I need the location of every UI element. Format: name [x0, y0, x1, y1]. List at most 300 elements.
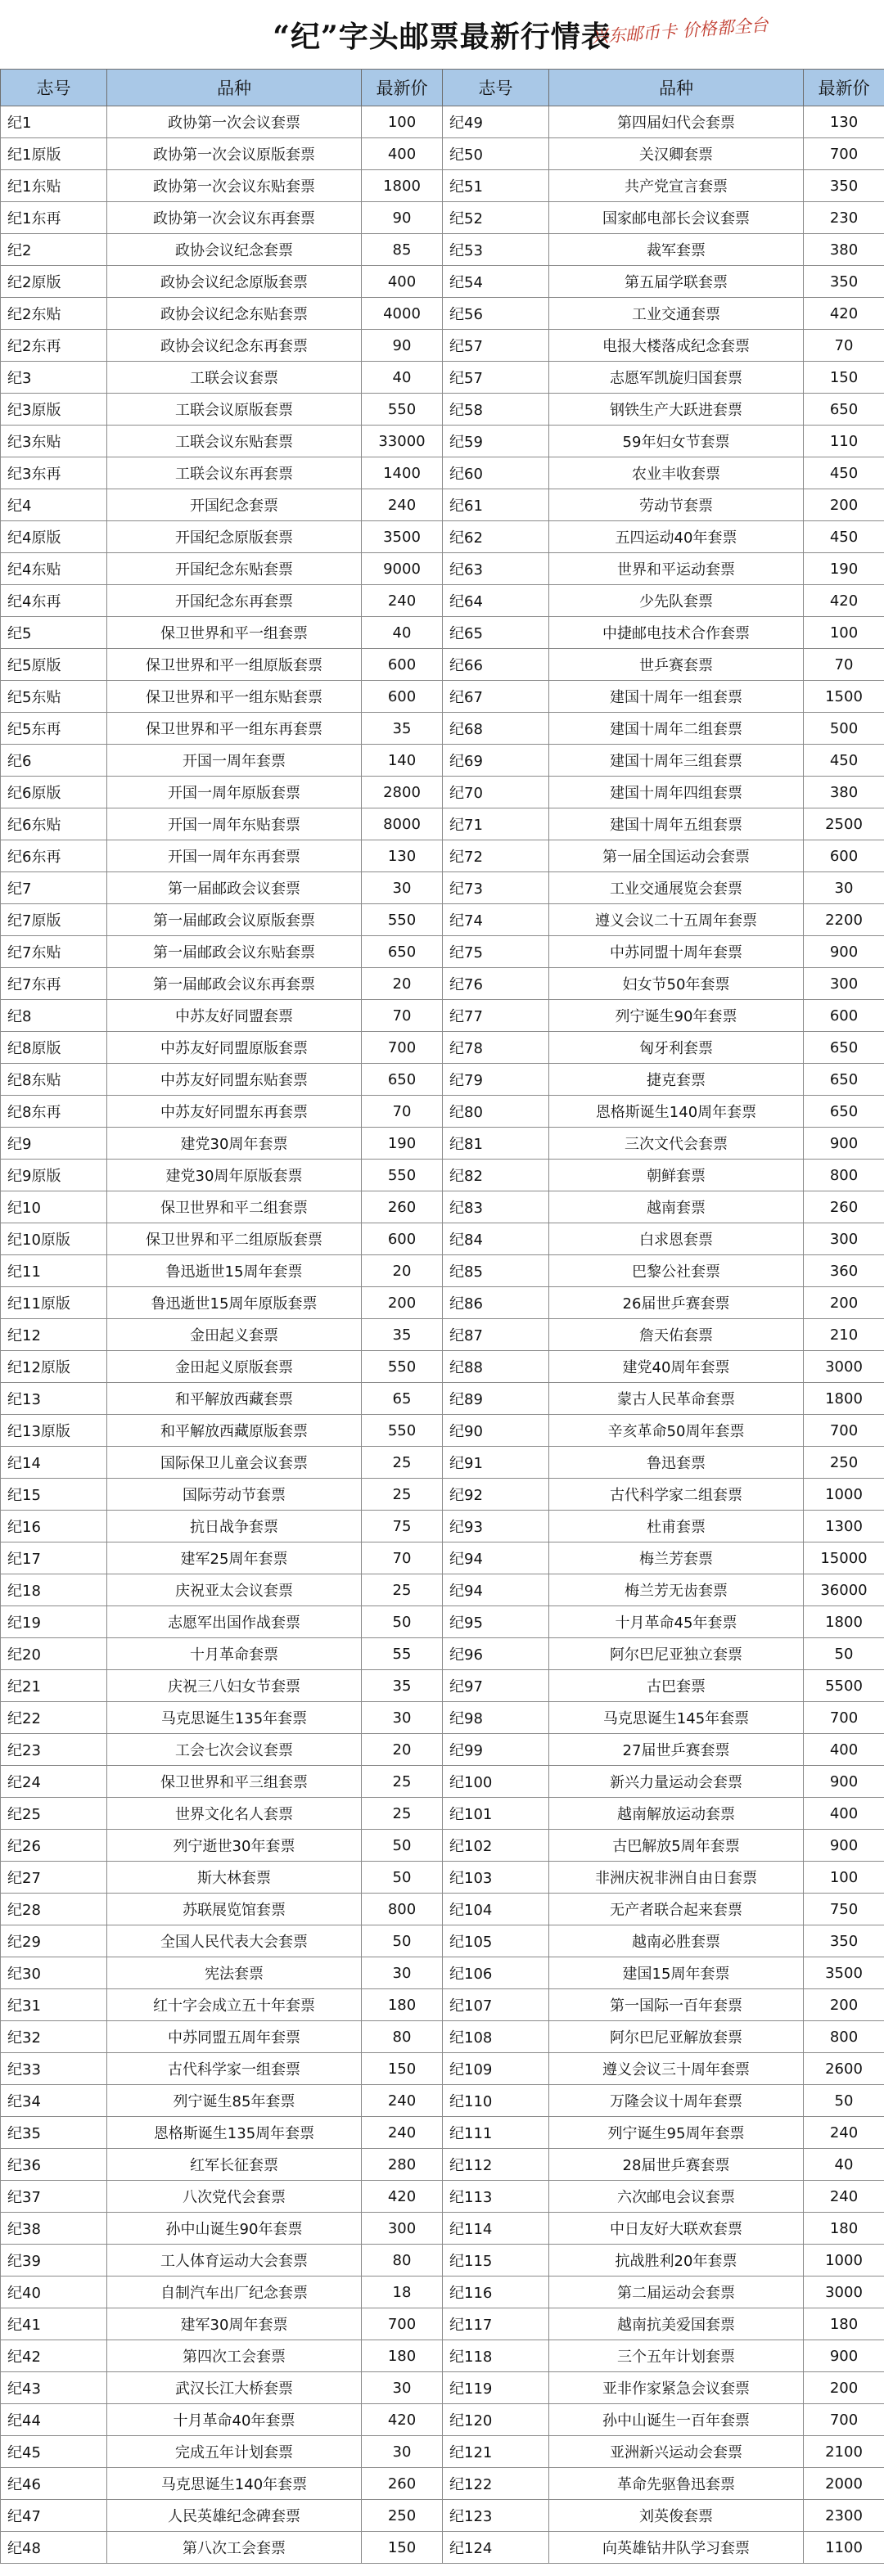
name-cell: 金田起义原版套票	[107, 1351, 362, 1383]
code-cell: 纪14	[1, 1447, 107, 1479]
name-cell: 列宁诞生90年套票	[549, 1000, 804, 1032]
name-cell: 中苏友好同盟东贴套票	[107, 1064, 362, 1096]
name-cell: 建党30周年原版套票	[107, 1160, 362, 1191]
code-cell: 纪110	[443, 2085, 549, 2117]
price-cell: 280	[362, 2149, 443, 2181]
table-row	[1, 1191, 884, 1223]
price-cell: 360	[804, 1255, 884, 1287]
code-cell: 纪1	[1, 106, 107, 138]
name-cell: 裁军套票	[549, 234, 804, 266]
table-row	[1, 1798, 884, 1830]
page-title: “纪”字头邮票最新行情表	[273, 19, 611, 54]
code-cell: 纪6东再	[1, 840, 107, 872]
price-cell: 1800	[804, 1383, 884, 1415]
price-cell: 80	[362, 2245, 443, 2277]
code-cell: 纪99	[443, 1734, 549, 1766]
name-cell: 建党40周年套票	[549, 1351, 804, 1383]
code-cell: 纪10	[1, 1191, 107, 1223]
name-cell: 庆祝三八妇女节套票	[107, 1670, 362, 1702]
price-cell: 20	[362, 968, 443, 1000]
code-cell: 纪85	[443, 1255, 549, 1287]
price-cell: 25	[362, 1479, 443, 1511]
code-cell: 纪70	[443, 777, 549, 808]
name-cell: 建国十周年一组套票	[549, 681, 804, 713]
code-cell: 纪68	[443, 713, 549, 745]
price-cell: 36000	[804, 1574, 884, 1606]
price-cell: 3000	[804, 2277, 884, 2308]
price-cell: 650	[362, 1064, 443, 1096]
name-cell: 钢铁生产大跃进套票	[549, 394, 804, 426]
code-cell: 纪1东贴	[1, 170, 107, 202]
table-row	[1, 1032, 884, 1064]
name-cell: 红十字会成立五十年套票	[107, 1989, 362, 2021]
price-cell: 400	[362, 266, 443, 298]
name-cell: 第一届邮政会议套票	[107, 872, 362, 904]
code-cell: 纪49	[443, 106, 549, 138]
signature-stamp: 兴东邮币卡 价格都全台	[590, 15, 769, 47]
name-cell: 马克思诞生140年套票	[107, 2468, 362, 2500]
price-cell: 35	[362, 713, 443, 745]
name-cell: 中苏友好同盟东再套票	[107, 1096, 362, 1128]
price-cell: 70	[804, 649, 884, 681]
column-header-code: 志号	[1, 70, 107, 106]
code-cell: 纪107	[443, 1989, 549, 2021]
name-cell: 农业丰收套票	[549, 457, 804, 489]
price-cell: 600	[362, 1223, 443, 1255]
price-cell: 800	[362, 1894, 443, 1925]
code-cell: 纪11	[1, 1255, 107, 1287]
name-cell: 志愿军出国作战套票	[107, 1606, 362, 1638]
code-cell: 纪53	[443, 234, 549, 266]
table-row	[1, 1287, 884, 1319]
name-cell: 苏联展览馆套票	[107, 1894, 362, 1925]
table-row	[1, 1830, 884, 1862]
name-cell: 列宁逝世30年套票	[107, 1830, 362, 1862]
code-cell: 纪41	[1, 2308, 107, 2340]
price-cell: 900	[804, 2340, 884, 2372]
table-row	[1, 2500, 884, 2532]
price-cell: 240	[362, 2117, 443, 2149]
name-cell: 开国纪念东贴套票	[107, 553, 362, 585]
code-cell: 纪118	[443, 2340, 549, 2372]
price-cell: 450	[804, 457, 884, 489]
price-cell: 240	[362, 2085, 443, 2117]
title-bar	[0, 0, 884, 69]
price-cell: 2500	[804, 808, 884, 840]
table-row	[1, 936, 884, 968]
name-cell: 开国纪念东再套票	[107, 585, 362, 617]
price-cell: 900	[804, 1830, 884, 1862]
name-cell: 中苏友好同盟套票	[107, 1000, 362, 1032]
code-cell: 纪13	[1, 1383, 107, 1415]
price-cell: 350	[804, 170, 884, 202]
code-cell: 纪75	[443, 936, 549, 968]
name-cell: 工联会议原版套票	[107, 394, 362, 426]
price-cell: 130	[804, 106, 884, 138]
price-cell: 30	[804, 872, 884, 904]
price-cell: 40	[362, 617, 443, 649]
name-cell: 国际保卫儿童会议套票	[107, 1447, 362, 1479]
name-cell: 建国十周年三组套票	[549, 745, 804, 777]
name-cell: 红军长征套票	[107, 2149, 362, 2181]
table-row	[1, 553, 884, 585]
name-cell: 鲁迅逝世15周年套票	[107, 1255, 362, 1287]
code-cell: 纪123	[443, 2500, 549, 2532]
code-cell: 纪91	[443, 1447, 549, 1479]
price-cell: 450	[804, 745, 884, 777]
price-cell: 2600	[804, 2053, 884, 2085]
name-cell: 开国一周年原版套票	[107, 777, 362, 808]
code-cell: 纪121	[443, 2436, 549, 2468]
table-row	[1, 1894, 884, 1925]
code-cell: 纪29	[1, 1925, 107, 1957]
name-cell: 六次邮电会议套票	[549, 2181, 804, 2213]
code-cell: 纪109	[443, 2053, 549, 2085]
code-cell: 纪21	[1, 1670, 107, 1702]
name-cell: 匈牙利套票	[549, 1032, 804, 1064]
price-cell: 190	[804, 553, 884, 585]
price-cell: 240	[362, 489, 443, 521]
code-cell: 纪66	[443, 649, 549, 681]
table-row	[1, 1319, 884, 1351]
price-cell: 190	[362, 1128, 443, 1160]
name-cell: 中苏同盟十周年套票	[549, 936, 804, 968]
name-cell: 刘英俊套票	[549, 2500, 804, 2532]
name-cell: 捷克套票	[549, 1064, 804, 1096]
name-cell: 亚洲新兴运动会套票	[549, 2436, 804, 2468]
name-cell: 古代科学家二组套票	[549, 1479, 804, 1511]
table-row	[1, 394, 884, 426]
code-cell: 纪35	[1, 2117, 107, 2149]
table-row	[1, 1128, 884, 1160]
price-cell: 700	[804, 138, 884, 170]
code-cell: 纪6原版	[1, 777, 107, 808]
table-row	[1, 968, 884, 1000]
name-cell: 马克思诞生145年套票	[549, 1702, 804, 1734]
price-cell: 1000	[804, 1479, 884, 1511]
table-row	[1, 1989, 884, 2021]
table-row	[1, 2053, 884, 2085]
name-cell: 万隆会议十周年套票	[549, 2085, 804, 2117]
code-cell: 纪82	[443, 1160, 549, 1191]
table-row	[1, 521, 884, 553]
name-cell: 第一届邮政会议原版套票	[107, 904, 362, 936]
name-cell: 劳动节套票	[549, 489, 804, 521]
table-row	[1, 1702, 884, 1734]
price-cell: 700	[804, 1415, 884, 1447]
code-cell: 纪6东贴	[1, 808, 107, 840]
price-cell: 15000	[804, 1542, 884, 1574]
price-cell: 100	[804, 1862, 884, 1894]
name-cell: 阿尔巴尼亚解放套票	[549, 2021, 804, 2053]
table-row	[1, 1670, 884, 1702]
name-cell: 中苏友好同盟原版套票	[107, 1032, 362, 1064]
price-cell: 550	[362, 1160, 443, 1191]
table-row	[1, 170, 884, 202]
code-cell: 纪105	[443, 1925, 549, 1957]
code-cell: 纪112	[443, 2149, 549, 2181]
price-cell: 25	[362, 1447, 443, 1479]
code-cell: 纪122	[443, 2468, 549, 2500]
code-cell: 纪78	[443, 1032, 549, 1064]
price-cell: 1300	[804, 1511, 884, 1542]
name-cell: 越南抗美爱国套票	[549, 2308, 804, 2340]
code-cell: 纪27	[1, 1862, 107, 1894]
code-cell: 纪89	[443, 1383, 549, 1415]
name-cell: 保卫世界和平一组东贴套票	[107, 681, 362, 713]
price-cell: 180	[362, 2340, 443, 2372]
name-cell: 巴黎公社套票	[549, 1255, 804, 1287]
code-cell: 纪33	[1, 2053, 107, 2085]
name-cell: 政协会议纪念东贴套票	[107, 298, 362, 330]
price-cell: 260	[362, 2468, 443, 2500]
price-cell: 350	[804, 1925, 884, 1957]
code-cell: 纪17	[1, 1542, 107, 1574]
code-cell: 纪106	[443, 1957, 549, 1989]
table-row	[1, 745, 884, 777]
price-cell: 100	[804, 617, 884, 649]
name-cell: 完成五年计划套票	[107, 2436, 362, 2468]
code-cell: 纪4东贴	[1, 553, 107, 585]
code-cell: 纪12原版	[1, 1351, 107, 1383]
name-cell: 工业交通套票	[549, 298, 804, 330]
code-cell: 纪62	[443, 521, 549, 553]
code-cell: 纪60	[443, 457, 549, 489]
code-cell: 纪5东再	[1, 713, 107, 745]
name-cell: 世界文化名人套票	[107, 1798, 362, 1830]
price-cell: 700	[804, 1702, 884, 1734]
code-cell: 纪52	[443, 202, 549, 234]
name-cell: 梅兰芳无齿套票	[549, 1574, 804, 1606]
name-cell: 十月革命45年套票	[549, 1606, 804, 1638]
price-cell: 1400	[362, 457, 443, 489]
price-cell: 25	[362, 1574, 443, 1606]
name-cell: 越南套票	[549, 1191, 804, 1223]
code-cell: 纪7东贴	[1, 936, 107, 968]
price-cell: 110	[804, 426, 884, 457]
code-cell: 纪113	[443, 2181, 549, 2213]
table-row	[1, 1511, 884, 1542]
price-cell: 210	[804, 1319, 884, 1351]
code-cell: 纪117	[443, 2308, 549, 2340]
name-cell: 斯大林套票	[107, 1862, 362, 1894]
code-cell: 纪83	[443, 1191, 549, 1223]
name-cell: 工联会议套票	[107, 362, 362, 394]
code-cell: 纪95	[443, 1606, 549, 1638]
code-cell: 纪77	[443, 1000, 549, 1032]
price-cell: 600	[362, 681, 443, 713]
table-row	[1, 2372, 884, 2404]
price-cell: 20	[362, 1734, 443, 1766]
name-cell: 28届世乒赛套票	[549, 2149, 804, 2181]
name-cell: 朝鲜套票	[549, 1160, 804, 1191]
price-cell: 900	[804, 1128, 884, 1160]
price-cell: 35	[362, 1319, 443, 1351]
price-cell: 25	[362, 1766, 443, 1798]
name-cell: 孙中山诞生90年套票	[107, 2213, 362, 2245]
column-header-name: 品种	[107, 70, 362, 106]
code-cell: 纪2原版	[1, 266, 107, 298]
code-cell: 纪86	[443, 1287, 549, 1319]
code-cell: 纪37	[1, 2181, 107, 2213]
name-cell: 列宁诞生85年套票	[107, 2085, 362, 2117]
code-cell: 纪96	[443, 1638, 549, 1670]
code-cell: 纪114	[443, 2213, 549, 2245]
price-cell: 750	[804, 1894, 884, 1925]
code-cell: 纪116	[443, 2277, 549, 2308]
price-cell: 2200	[804, 904, 884, 936]
table-row	[1, 489, 884, 521]
table-row	[1, 2468, 884, 2500]
name-cell: 梅兰芳套票	[549, 1542, 804, 1574]
name-cell: 第一届邮政会议东贴套票	[107, 936, 362, 968]
code-cell: 纪45	[1, 2436, 107, 2468]
name-cell: 抗战胜利20年套票	[549, 2245, 804, 2277]
price-cell: 150	[362, 2532, 443, 2564]
price-cell: 80	[362, 2021, 443, 2053]
table-row	[1, 1734, 884, 1766]
price-cell: 260	[362, 1191, 443, 1223]
column-header-name: 品种	[549, 70, 804, 106]
price-cell: 180	[804, 2308, 884, 2340]
name-cell: 越南解放运动套票	[549, 1798, 804, 1830]
price-cell: 600	[362, 649, 443, 681]
price-cell: 550	[362, 904, 443, 936]
code-cell: 纪3	[1, 362, 107, 394]
name-cell: 建党30周年套票	[107, 1128, 362, 1160]
table-row	[1, 2340, 884, 2372]
name-cell: 列宁诞生95周年套票	[549, 2117, 804, 2149]
code-cell: 纪9	[1, 1128, 107, 1160]
name-cell: 全国人民代表大会套票	[107, 1925, 362, 1957]
table-row	[1, 2436, 884, 2468]
name-cell: 庆祝亚太会议套票	[107, 1574, 362, 1606]
price-cell: 3500	[804, 1957, 884, 1989]
code-cell: 纪36	[1, 2149, 107, 2181]
code-cell: 纪1原版	[1, 138, 107, 170]
price-cell: 500	[804, 713, 884, 745]
price-cell: 70	[362, 1096, 443, 1128]
price-cell: 1800	[804, 1606, 884, 1638]
code-cell: 纪42	[1, 2340, 107, 2372]
name-cell: 建军30周年套票	[107, 2308, 362, 2340]
name-cell: 开国纪念套票	[107, 489, 362, 521]
code-cell: 纪2东再	[1, 330, 107, 362]
price-cell: 70	[362, 1000, 443, 1032]
name-cell: 工人体育运动大会套票	[107, 2245, 362, 2277]
name-cell: 59年妇女节套票	[549, 426, 804, 457]
price-cell: 800	[804, 1160, 884, 1191]
price-cell: 400	[362, 138, 443, 170]
code-cell: 纪3东贴	[1, 426, 107, 457]
code-cell: 纪79	[443, 1064, 549, 1096]
price-cell: 55	[362, 1638, 443, 1670]
table-row	[1, 1925, 884, 1957]
price-cell: 400	[804, 1798, 884, 1830]
name-cell: 国际劳动节套票	[107, 1479, 362, 1511]
price-cell: 70	[362, 1542, 443, 1574]
code-cell: 纪32	[1, 2021, 107, 2053]
code-cell: 纪102	[443, 1830, 549, 1862]
price-cell: 1500	[804, 681, 884, 713]
price-cell: 550	[362, 394, 443, 426]
code-cell: 纪13原版	[1, 1415, 107, 1447]
code-cell: 纪80	[443, 1096, 549, 1128]
name-cell: 抗日战争套票	[107, 1511, 362, 1542]
table-row	[1, 1574, 884, 1606]
table-row	[1, 330, 884, 362]
code-cell: 纪108	[443, 2021, 549, 2053]
code-cell: 纪3东再	[1, 457, 107, 489]
table-row	[1, 234, 884, 266]
price-cell: 2000	[804, 2468, 884, 2500]
code-cell: 纪87	[443, 1319, 549, 1351]
code-cell: 纪69	[443, 745, 549, 777]
price-cell: 550	[362, 1351, 443, 1383]
code-cell: 纪103	[443, 1862, 549, 1894]
name-cell: 鲁迅套票	[549, 1447, 804, 1479]
name-cell: 蒙古人民革命套票	[549, 1383, 804, 1415]
price-cell: 85	[362, 234, 443, 266]
table-row	[1, 681, 884, 713]
code-cell: 纪31	[1, 1989, 107, 2021]
price-cell: 30	[362, 2372, 443, 2404]
name-cell: 27届世乒赛套票	[549, 1734, 804, 1766]
price-cell: 800	[804, 2021, 884, 2053]
code-cell: 纪98	[443, 1702, 549, 1734]
price-cell: 50	[804, 1638, 884, 1670]
name-cell: 工联会议东再套票	[107, 457, 362, 489]
price-cell: 250	[804, 1447, 884, 1479]
table-row	[1, 1223, 884, 1255]
name-cell: 开国纪念原版套票	[107, 521, 362, 553]
code-cell: 纪18	[1, 1574, 107, 1606]
table-row	[1, 2117, 884, 2149]
price-cell: 650	[804, 1032, 884, 1064]
name-cell: 政协会议纪念东再套票	[107, 330, 362, 362]
price-cell: 600	[804, 1000, 884, 1032]
price-cell: 2100	[804, 2436, 884, 2468]
price-cell: 40	[804, 2149, 884, 2181]
code-cell: 纪58	[443, 394, 549, 426]
name-cell: 十月革命40年套票	[107, 2404, 362, 2436]
name-cell: 新兴力量运动会套票	[549, 1766, 804, 1798]
name-cell: 建军25周年套票	[107, 1542, 362, 1574]
code-cell: 纪115	[443, 2245, 549, 2277]
table-row	[1, 1383, 884, 1415]
name-cell: 开国一周年东贴套票	[107, 808, 362, 840]
code-cell: 纪10原版	[1, 1223, 107, 1255]
name-cell: 第一届邮政会议东再套票	[107, 968, 362, 1000]
table-row	[1, 1000, 884, 1032]
price-cell: 2800	[362, 777, 443, 808]
name-cell: 恩格斯诞生140周年套票	[549, 1096, 804, 1128]
table-row	[1, 1096, 884, 1128]
table-row	[1, 2277, 884, 2308]
name-cell: 无产者联合起来套票	[549, 1894, 804, 1925]
name-cell: 26届世乒赛套票	[549, 1287, 804, 1319]
name-cell: 白求恩套票	[549, 1223, 804, 1255]
code-cell: 纪119	[443, 2372, 549, 2404]
price-cell: 50	[362, 1830, 443, 1862]
price-cell: 50	[804, 2085, 884, 2117]
price-cell: 20	[362, 1255, 443, 1287]
column-header-price: 最新价	[804, 70, 884, 106]
table-row	[1, 1542, 884, 1574]
price-cell: 650	[362, 936, 443, 968]
name-cell: 政协会议纪念套票	[107, 234, 362, 266]
price-cell: 1100	[804, 2532, 884, 2564]
